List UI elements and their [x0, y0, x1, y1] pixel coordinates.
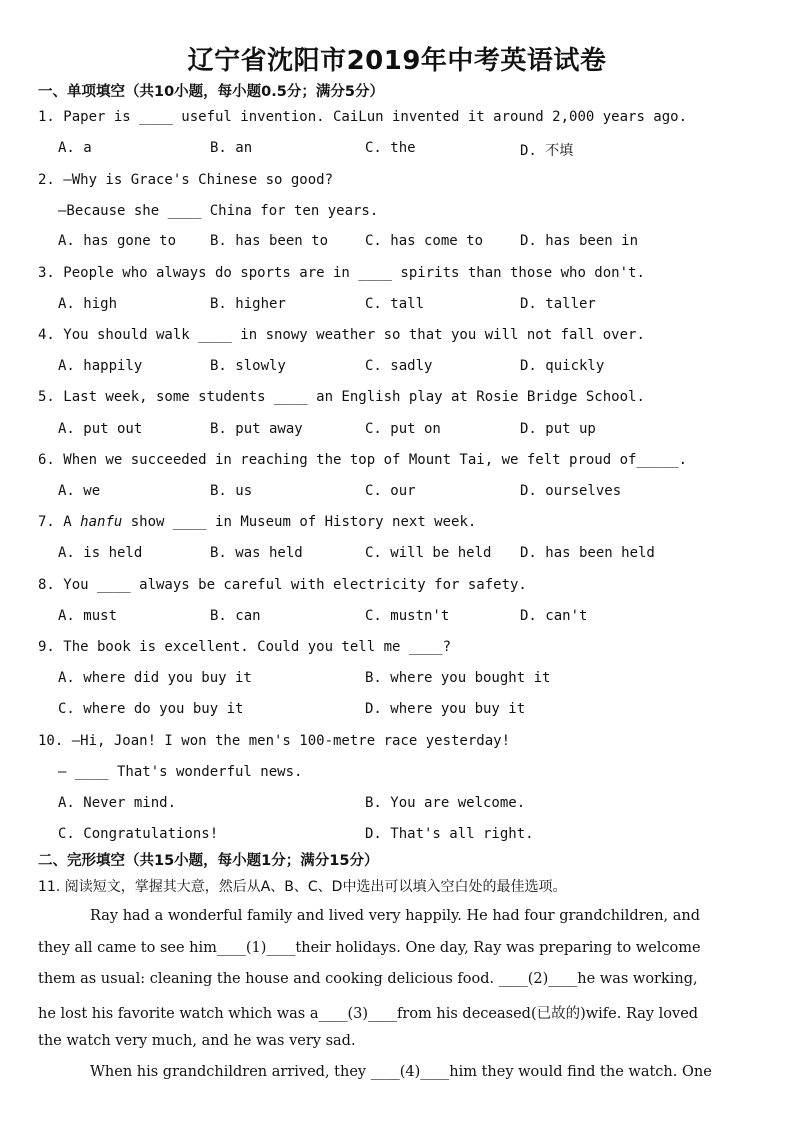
q3-option-c: C. tall [365, 296, 425, 312]
question-3-stem: 3. People who always do sports are in ____ spirits than those who don't. [38, 265, 645, 281]
section2-heading: 二、完形填空（共15小题，每小题1分；满分15分） [38, 853, 379, 869]
q7-option-d: D. has been held [520, 545, 655, 561]
question-10-stem: 10. —Hi, Joan! I won the men's 100-metre race yesterday! [38, 733, 511, 749]
question-1-stem: 1. Paper is ____ useful invention. CaiLun invented it around 2,000 years ago. [38, 109, 688, 125]
question-4-stem: 4. You should walk ____ in snowy weather so that you will not fall over. [38, 327, 645, 343]
q10-option-a: A. Never mind. [58, 795, 177, 811]
q8-option-b: B. can [210, 608, 261, 624]
passage-line-1: Ray had a wonderful family and lived very happily. He had four grandchildren, and [90, 908, 701, 924]
question-10-stem-line2: — ____ That's wonderful news. [58, 764, 303, 780]
q10-option-d: D. That's all right. [365, 826, 534, 842]
q2-option-a: A. has gone to [58, 233, 177, 249]
q7-stem-start: 7. A [38, 514, 81, 530]
q8-option-d: D. can't [520, 608, 588, 624]
section2-instruction: 11. 阅读短文，掌握其大意，然后从A、B、C、D中选出可以填入空白处的最佳选项。 [38, 879, 567, 895]
q6-option-c: C. our [365, 483, 416, 499]
passage-line-5: the watch very much, and he was very sad. [38, 1033, 356, 1049]
q10-option-b: B. You are welcome. [365, 795, 526, 811]
question-7-stem [38, 512, 476, 532]
q2-option-c: C. has come to [365, 233, 484, 249]
question-2-stem: 2. —Why is Grace's Chinese so good? [38, 172, 334, 188]
question-9-stem: 9. The book is excellent. Could you tell me ____? [38, 639, 452, 655]
q5-option-d: D. put up [520, 421, 596, 437]
q3-option-a: A. high [58, 296, 118, 312]
passage-line-4: he lost his favorite watch which was a____(3)____from his deceased(已故的)wife. Ray loved [38, 1006, 699, 1022]
q9-option-b: B. where you bought it [365, 670, 551, 686]
q3-option-b: B. higher [210, 296, 286, 312]
q7-option-b: B. was held [210, 545, 303, 561]
section1-heading: 一、单项填空（共10小题，每小题0.5分；满分5分） [38, 84, 384, 100]
q1-option-a: A. a [58, 140, 92, 156]
q10-option-c: C. Congratulations! [58, 826, 219, 842]
q6-option-b: B. us [210, 483, 253, 499]
q7-option-a: A. is held [58, 545, 143, 561]
q4-option-b: B. slowly [210, 358, 286, 374]
q9-option-d: D. where you buy it [365, 701, 526, 717]
question-2-stem-line2: —Because she ____ China for ten years. [58, 203, 379, 219]
q4-option-a: A. happily [58, 358, 143, 374]
q2-option-d: D. has been in [520, 233, 639, 249]
q7-option-c: C. will be held [365, 545, 492, 561]
passage-line-6: When his grandchildren arrived, they ____(4)____him they would find the watch. One [90, 1064, 712, 1080]
q5-option-c: C. put on [365, 421, 441, 437]
question-8-stem: 8. You ____ always be careful with electricity for safety. [38, 577, 527, 593]
q3-option-d: D. taller [520, 296, 596, 312]
q8-option-c: C. mustn't [365, 608, 450, 624]
q5-option-b: B. put away [210, 421, 303, 437]
question-6-stem: 6. When we succeeded in reaching the top of Mount Tai, we felt proud of_____. [38, 452, 688, 468]
page-title: 辽宁省沈阳市2019年中考英语试卷 [187, 46, 607, 76]
q7-stem-end: show ____ in Museum of History next week. [122, 514, 477, 530]
q4-option-c: C. sadly [365, 358, 433, 374]
q1-option-d: D. 不填 [520, 143, 574, 159]
q9-option-c: C. where do you buy it [58, 701, 244, 717]
q8-option-a: A. must [58, 608, 118, 624]
q7-stem-italic: hanfu [80, 514, 123, 530]
q6-option-d: D. ourselves [520, 483, 622, 499]
q9-option-a: A. where did you buy it [58, 670, 252, 686]
q6-option-a: A. we [58, 483, 101, 499]
q1-option-c: C. the [365, 140, 416, 156]
q1-option-b: B. an [210, 140, 253, 156]
q5-option-a: A. put out [58, 421, 143, 437]
question-5-stem: 5. Last week, some students ____ an English play at Rosie Bridge School. [38, 389, 645, 405]
q4-option-d: D. quickly [520, 358, 605, 374]
q2-option-b: B. has been to [210, 233, 329, 249]
passage-line-3: them as usual: cleaning the house and cooking delicious food. ____(2)____he was working, [38, 971, 698, 987]
passage-line-2: they all came to see him____(1)____their holidays. One day, Ray was preparing to welcome [38, 940, 701, 956]
